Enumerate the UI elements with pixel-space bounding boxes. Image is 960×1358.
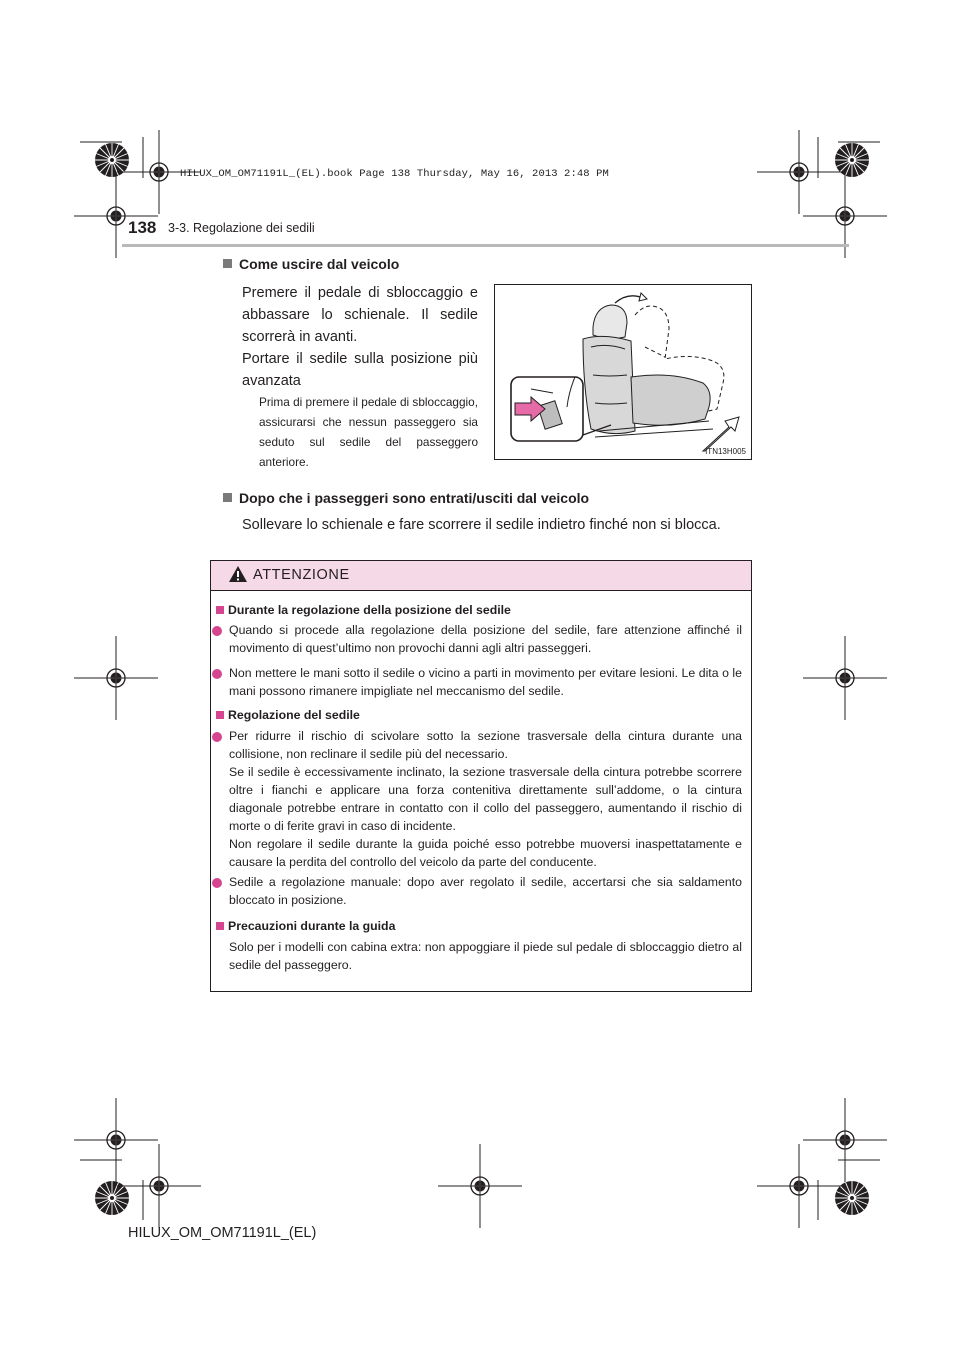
warning-heading-3: Precauzioni durante la guida bbox=[216, 917, 746, 935]
pink-square-icon bbox=[216, 606, 224, 614]
square-bullet-icon bbox=[223, 493, 232, 502]
square-bullet-icon bbox=[223, 259, 232, 268]
warning-bullet-3a: Per ridurre il rischio di scivolare sotto la sezione trasversale della cintura durante una collisione, non reclinare il sedile più del necessario. bbox=[229, 729, 742, 761]
warning-bullet-3c: Non regolare il sedile durante la guida poiché esso potrebbe muoversi inaspettatamente e causare la perdita del controllo del veicolo da parte del conducente. bbox=[229, 837, 742, 869]
pink-bullet-icon bbox=[212, 669, 222, 679]
warning-bullet-2: Non mettere le mani sotto il sedile o vicino a parti in movimento per evitare lesioni. Le dita o le mani possono rimanere impigliate nel meccanismo del sedile. bbox=[229, 666, 742, 698]
after-paragraph: Sollevare lo schienale e fare scorrere il sedile indietro finché non si blocca. bbox=[242, 517, 721, 533]
warning-triangle-icon bbox=[229, 566, 247, 582]
pink-bullet-icon bbox=[212, 878, 222, 888]
warning-paragraph-3: Solo per i modelli con cabina extra: non appoggiare il piede sul pedale di sbloccaggio dietro al sedile del passeggero. bbox=[229, 940, 742, 972]
seat-illustration bbox=[494, 284, 752, 460]
book-stamp: HILUX_OM_OM71191L_(EL).book Page 138 Thursday, May 16, 2013 2:48 PM bbox=[180, 168, 609, 180]
warning-header bbox=[211, 561, 751, 591]
pink-square-icon bbox=[216, 922, 224, 930]
pink-bullet-icon bbox=[212, 732, 222, 742]
seat-drawing bbox=[495, 285, 751, 459]
warning-bullet-4: Sedile a regolazione manuale: dopo aver regolato il sedile, accertarsi che sia saldamento bloccato in posizione. bbox=[229, 875, 742, 907]
warning-heading-2: Regolazione del sedile bbox=[216, 706, 746, 724]
exit-note: Prima di premere il pedale di sbloccaggio, assicurarsi che nessun passeggero sia seduto sul sedile del passeggero anteriore. bbox=[259, 395, 479, 469]
exit-paragraph-2: Portare il sedile sulla posizione più avanzata bbox=[242, 351, 478, 389]
warning-heading-1: Durante la regolazione della posizione del sedile bbox=[216, 601, 746, 619]
section-title: 3-3. Regolazione dei sedili bbox=[168, 221, 315, 235]
page-number: 138 bbox=[128, 218, 157, 237]
warning-bullet-3b: Se il sedile è eccessivamente inclinato, la sezione trasversale della cintura potrebbe scorrere oltre i fianchi e applicare una forza contenitiva direttamente sull’addome, o la cintura diagonale potrebbe entrare in contatto con il collo del passeggero, aumentando il rischio di morte o di ferite gravi in caso di incidente. bbox=[229, 765, 742, 833]
after-heading: Dopo che i passeggeri sono entrati/usciti dal veicolo bbox=[223, 490, 589, 506]
pink-square-icon bbox=[216, 711, 224, 719]
warning-bullet-1: Quando si procede alla regolazione della posizione del sedile, fare attenzione affinché il movimento di quest’ultimo non provochi danni agli altri passeggeri. bbox=[229, 623, 742, 655]
pink-bullet-icon bbox=[212, 626, 222, 636]
footer-code: HILUX_OM_OM71191L_(EL) bbox=[128, 1225, 317, 1241]
exit-paragraph-1: Premere il pedale di sbloccaggio e abbassare lo schienale. Il sedile scorrerà in avanti. bbox=[242, 285, 478, 345]
exit-heading: Come uscire dal veicolo bbox=[223, 256, 399, 272]
warning-title: ATTENZIONE bbox=[253, 567, 350, 583]
figure-code: ITN13H005 bbox=[705, 447, 746, 456]
header-rule bbox=[122, 244, 849, 247]
